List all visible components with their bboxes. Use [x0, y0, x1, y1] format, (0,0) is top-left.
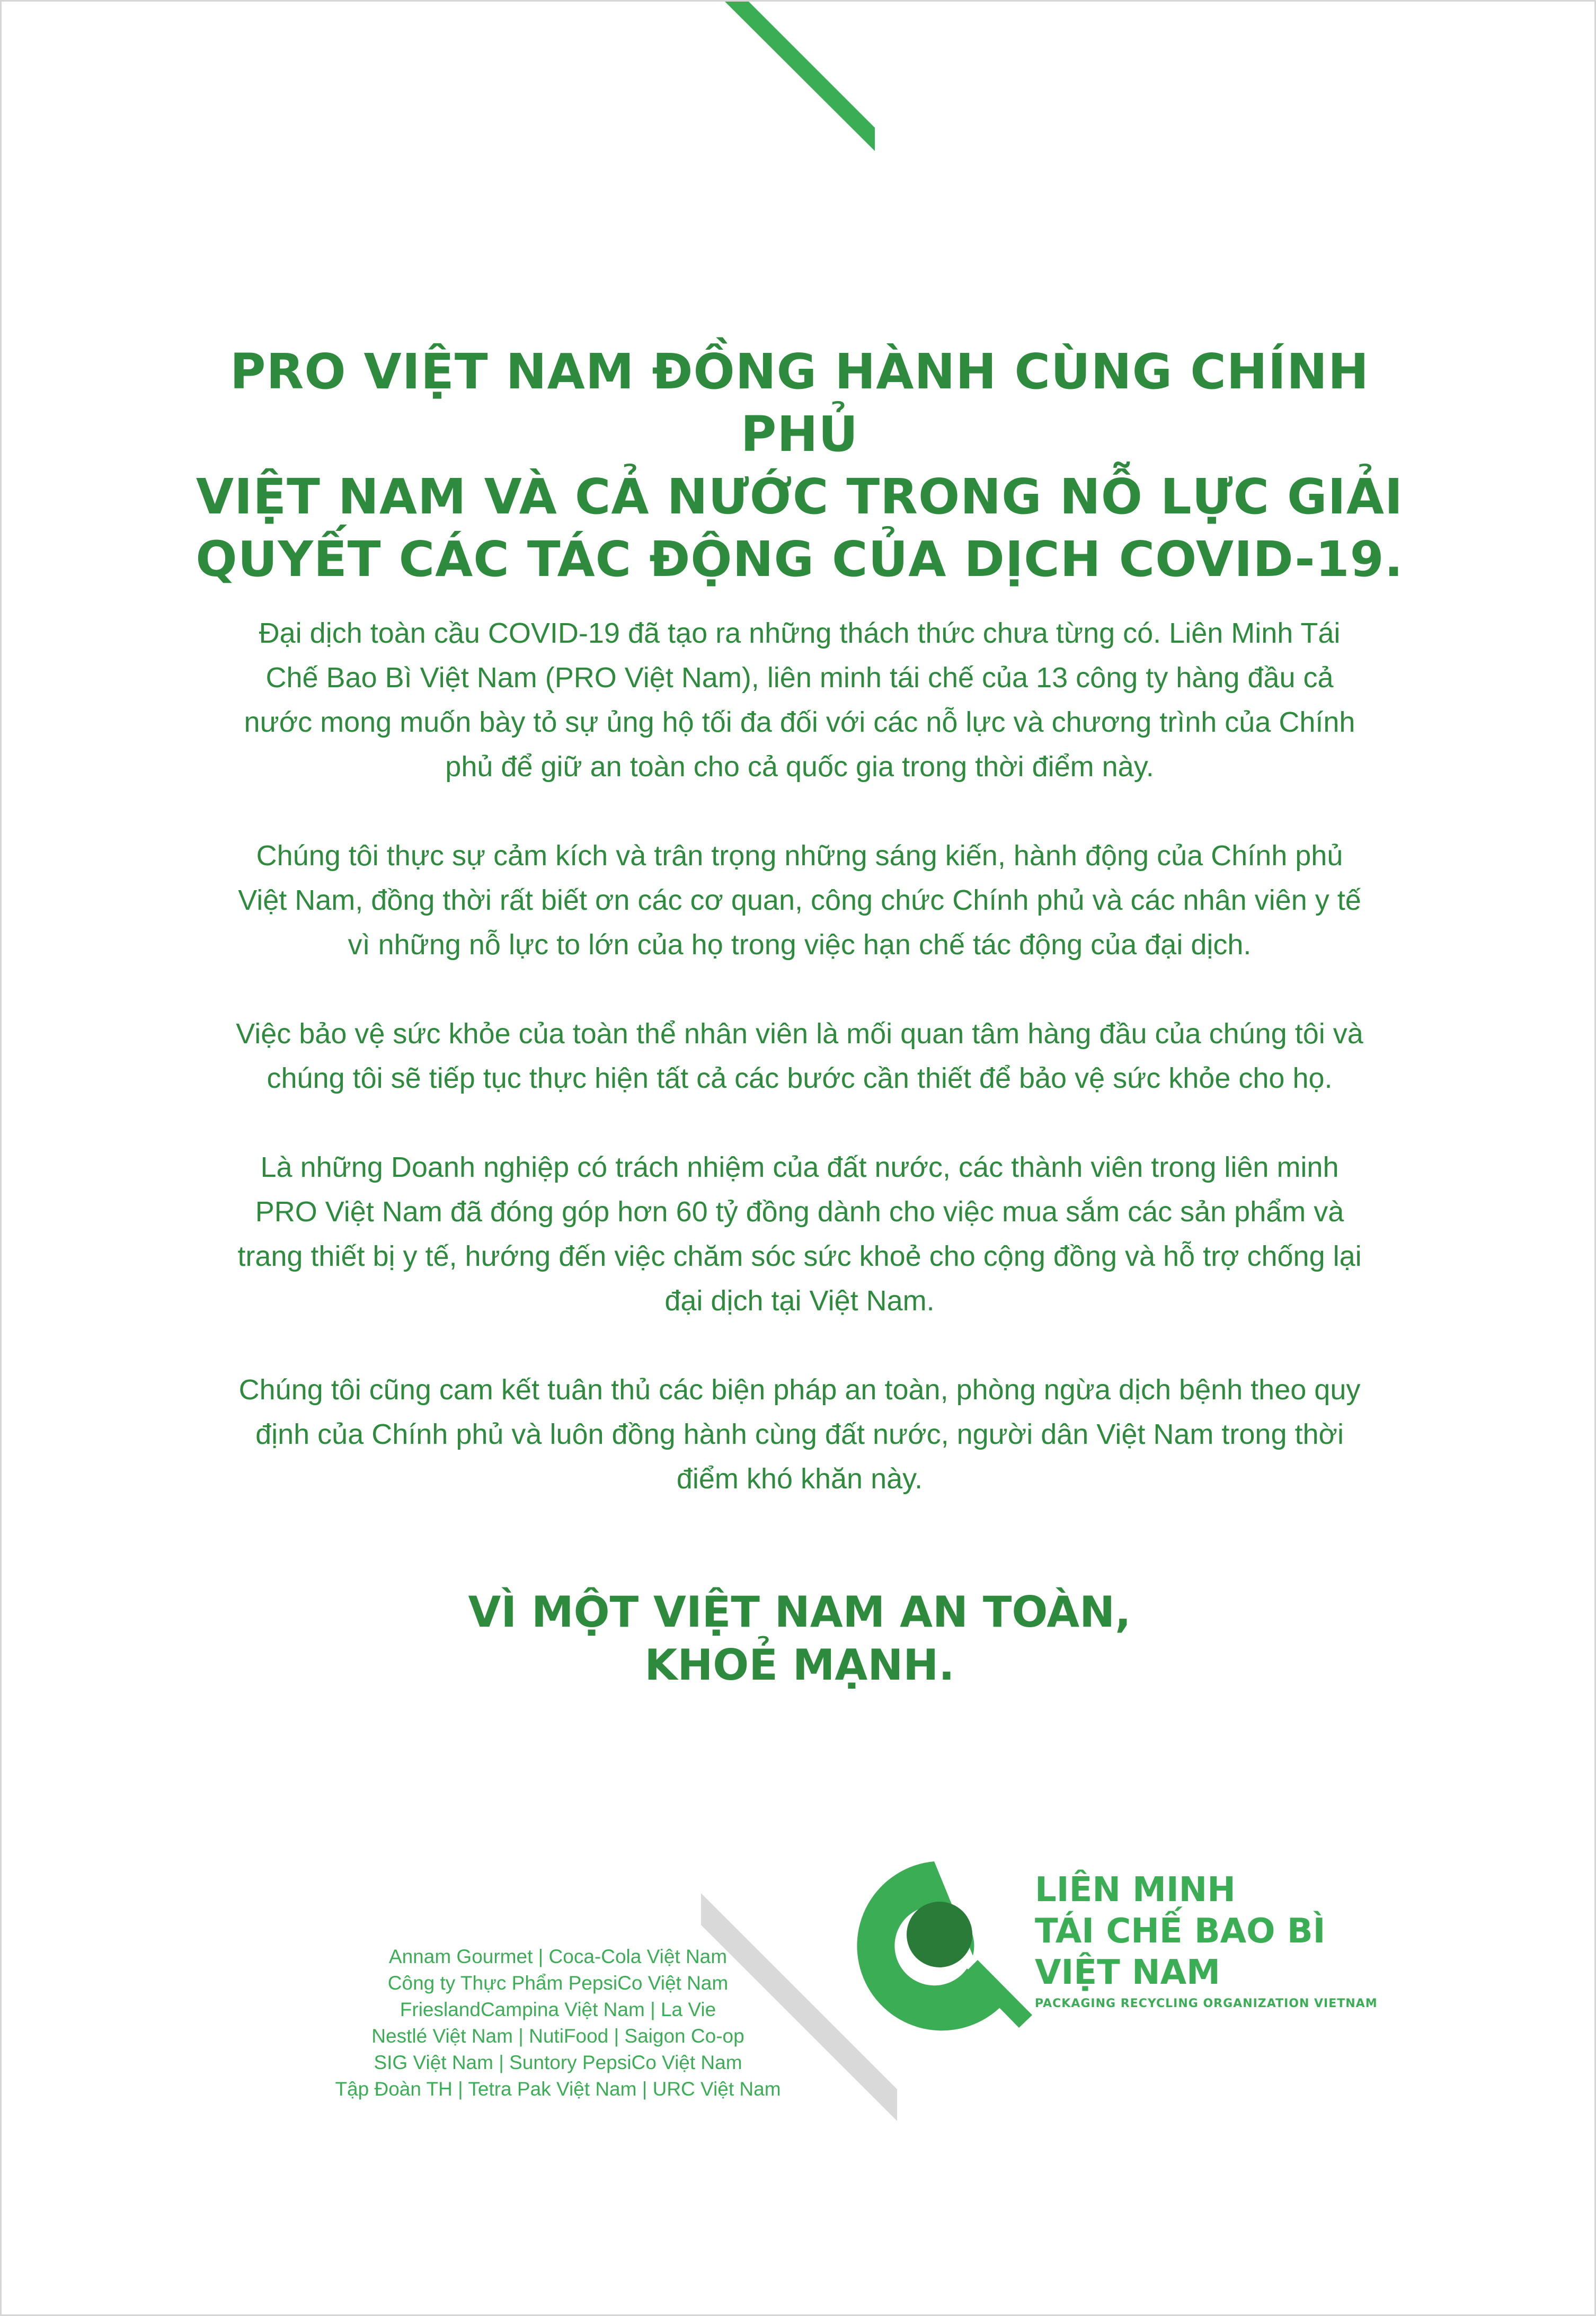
- pro-vietnam-logo-icon: [828, 1840, 1040, 2052]
- logo-line: TÁI CHẾ BAO BÌ: [1035, 1912, 1326, 1951]
- headline-line: PRO VIỆT NAM ĐỒNG HÀNH CÙNG CHÍNH PHỦ: [230, 343, 1369, 463]
- slogan-line: KHOẺ MẠNH.: [644, 1640, 955, 1690]
- logo-line: LIÊN MINH: [1035, 1870, 1236, 1910]
- headline-line: VIỆT NAM VÀ CẢ NƯỚC TRONG NỖ LỰC GIẢI: [196, 468, 1404, 525]
- paragraph: Là những Doanh nghiệp có trách nhiệm của đất nước, các thành viên trong liên minh PRO Việt Nam đã đóng góp hơn 60 tỷ đồng dành cho việc mua sắm các sản phẩm và trang thiết bị y tế, hướng đến việc chăm sóc sức khoẻ cho cộng đồng và hỗ trợ chống lại đại dịch tại Việt Nam.: [237, 1151, 1362, 1317]
- logo-wordmark: [1035, 1869, 1406, 2011]
- letter-body: [235, 611, 1364, 1546]
- headline-line: QUYẾT CÁC TÁC ĐỘNG CỦA DỊCH COVID-19.: [196, 531, 1404, 588]
- member-line: FrieslandCampina Việt Nam | La Vie: [400, 1999, 716, 2020]
- logo-subtitle: PACKAGING RECYCLING ORGANIZATION VIETNAM: [1035, 1997, 1378, 2010]
- paragraph: Chúng tôi thực sự cảm kích và trân trọng những sáng kiến, hành động của Chính phủ Việt Nam, đồng thời rất biết ơn các cơ quan, công chức Chính phủ và các nhân viên y tế vì những nỗ lực to lớn của họ trong việc hạn chế tác động của đại dịch.: [238, 840, 1361, 961]
- member-line: Annam Gourmet | Coca-Cola Việt Nam: [388, 1946, 728, 1967]
- paragraph: Chúng tôi cũng cam kết tuân thủ các biện pháp an toàn, phòng ngừa dịch bệnh theo quy định của Chính phủ và luôn đồng hành cùng đất nước, người dân Việt Nam trong thời điểm khó khăn này.: [238, 1374, 1361, 1495]
- slogan: [320, 1586, 1280, 1692]
- member-line: Tập Đoàn TH | Tetra Pak Việt Nam | URC Việt Nam: [335, 2078, 781, 2100]
- member-line: Nestlé Việt Nam | NutiFood | Saigon Co-op: [371, 2025, 744, 2047]
- slogan-line: VÌ MỘT VIỆT NAM AN TOÀN,: [468, 1587, 1131, 1637]
- paragraph: Việc bảo vệ sức khỏe của toàn thể nhân viên là mối quan tâm hàng đầu của chúng tôi và chúng tôi sẽ tiếp tục thực hiện tất cả các bước cần thiết để bảo vệ sức khỏe cho họ.: [236, 1018, 1363, 1094]
- member-line: Công ty Thực Phẩm PepsiCo Việt Nam: [387, 1972, 729, 1994]
- member-list: [256, 1944, 860, 2102]
- paragraph: Đại dịch toàn cầu COVID-19 đã tạo ra những thách thức chưa từng có. Liên Minh Tái Chế Bao Bì Việt Nam (PRO Việt Nam), liên minh tái chế của 13 công ty hàng đầu cả nước mong muốn bày tỏ sự ủng hộ tối đa đối với các nỗ lực và chương trình của Chính phủ để giữ an toàn cho cả quốc gia trong thời điểm này.: [244, 617, 1355, 783]
- top-green-stripe-decoration: [2, 2, 1596, 161]
- headline: [192, 341, 1407, 591]
- logo-line: VIỆT NAM: [1035, 1953, 1220, 1992]
- member-line: SIG Việt Nam | Suntory PepsiCo Việt Nam: [374, 2052, 742, 2073]
